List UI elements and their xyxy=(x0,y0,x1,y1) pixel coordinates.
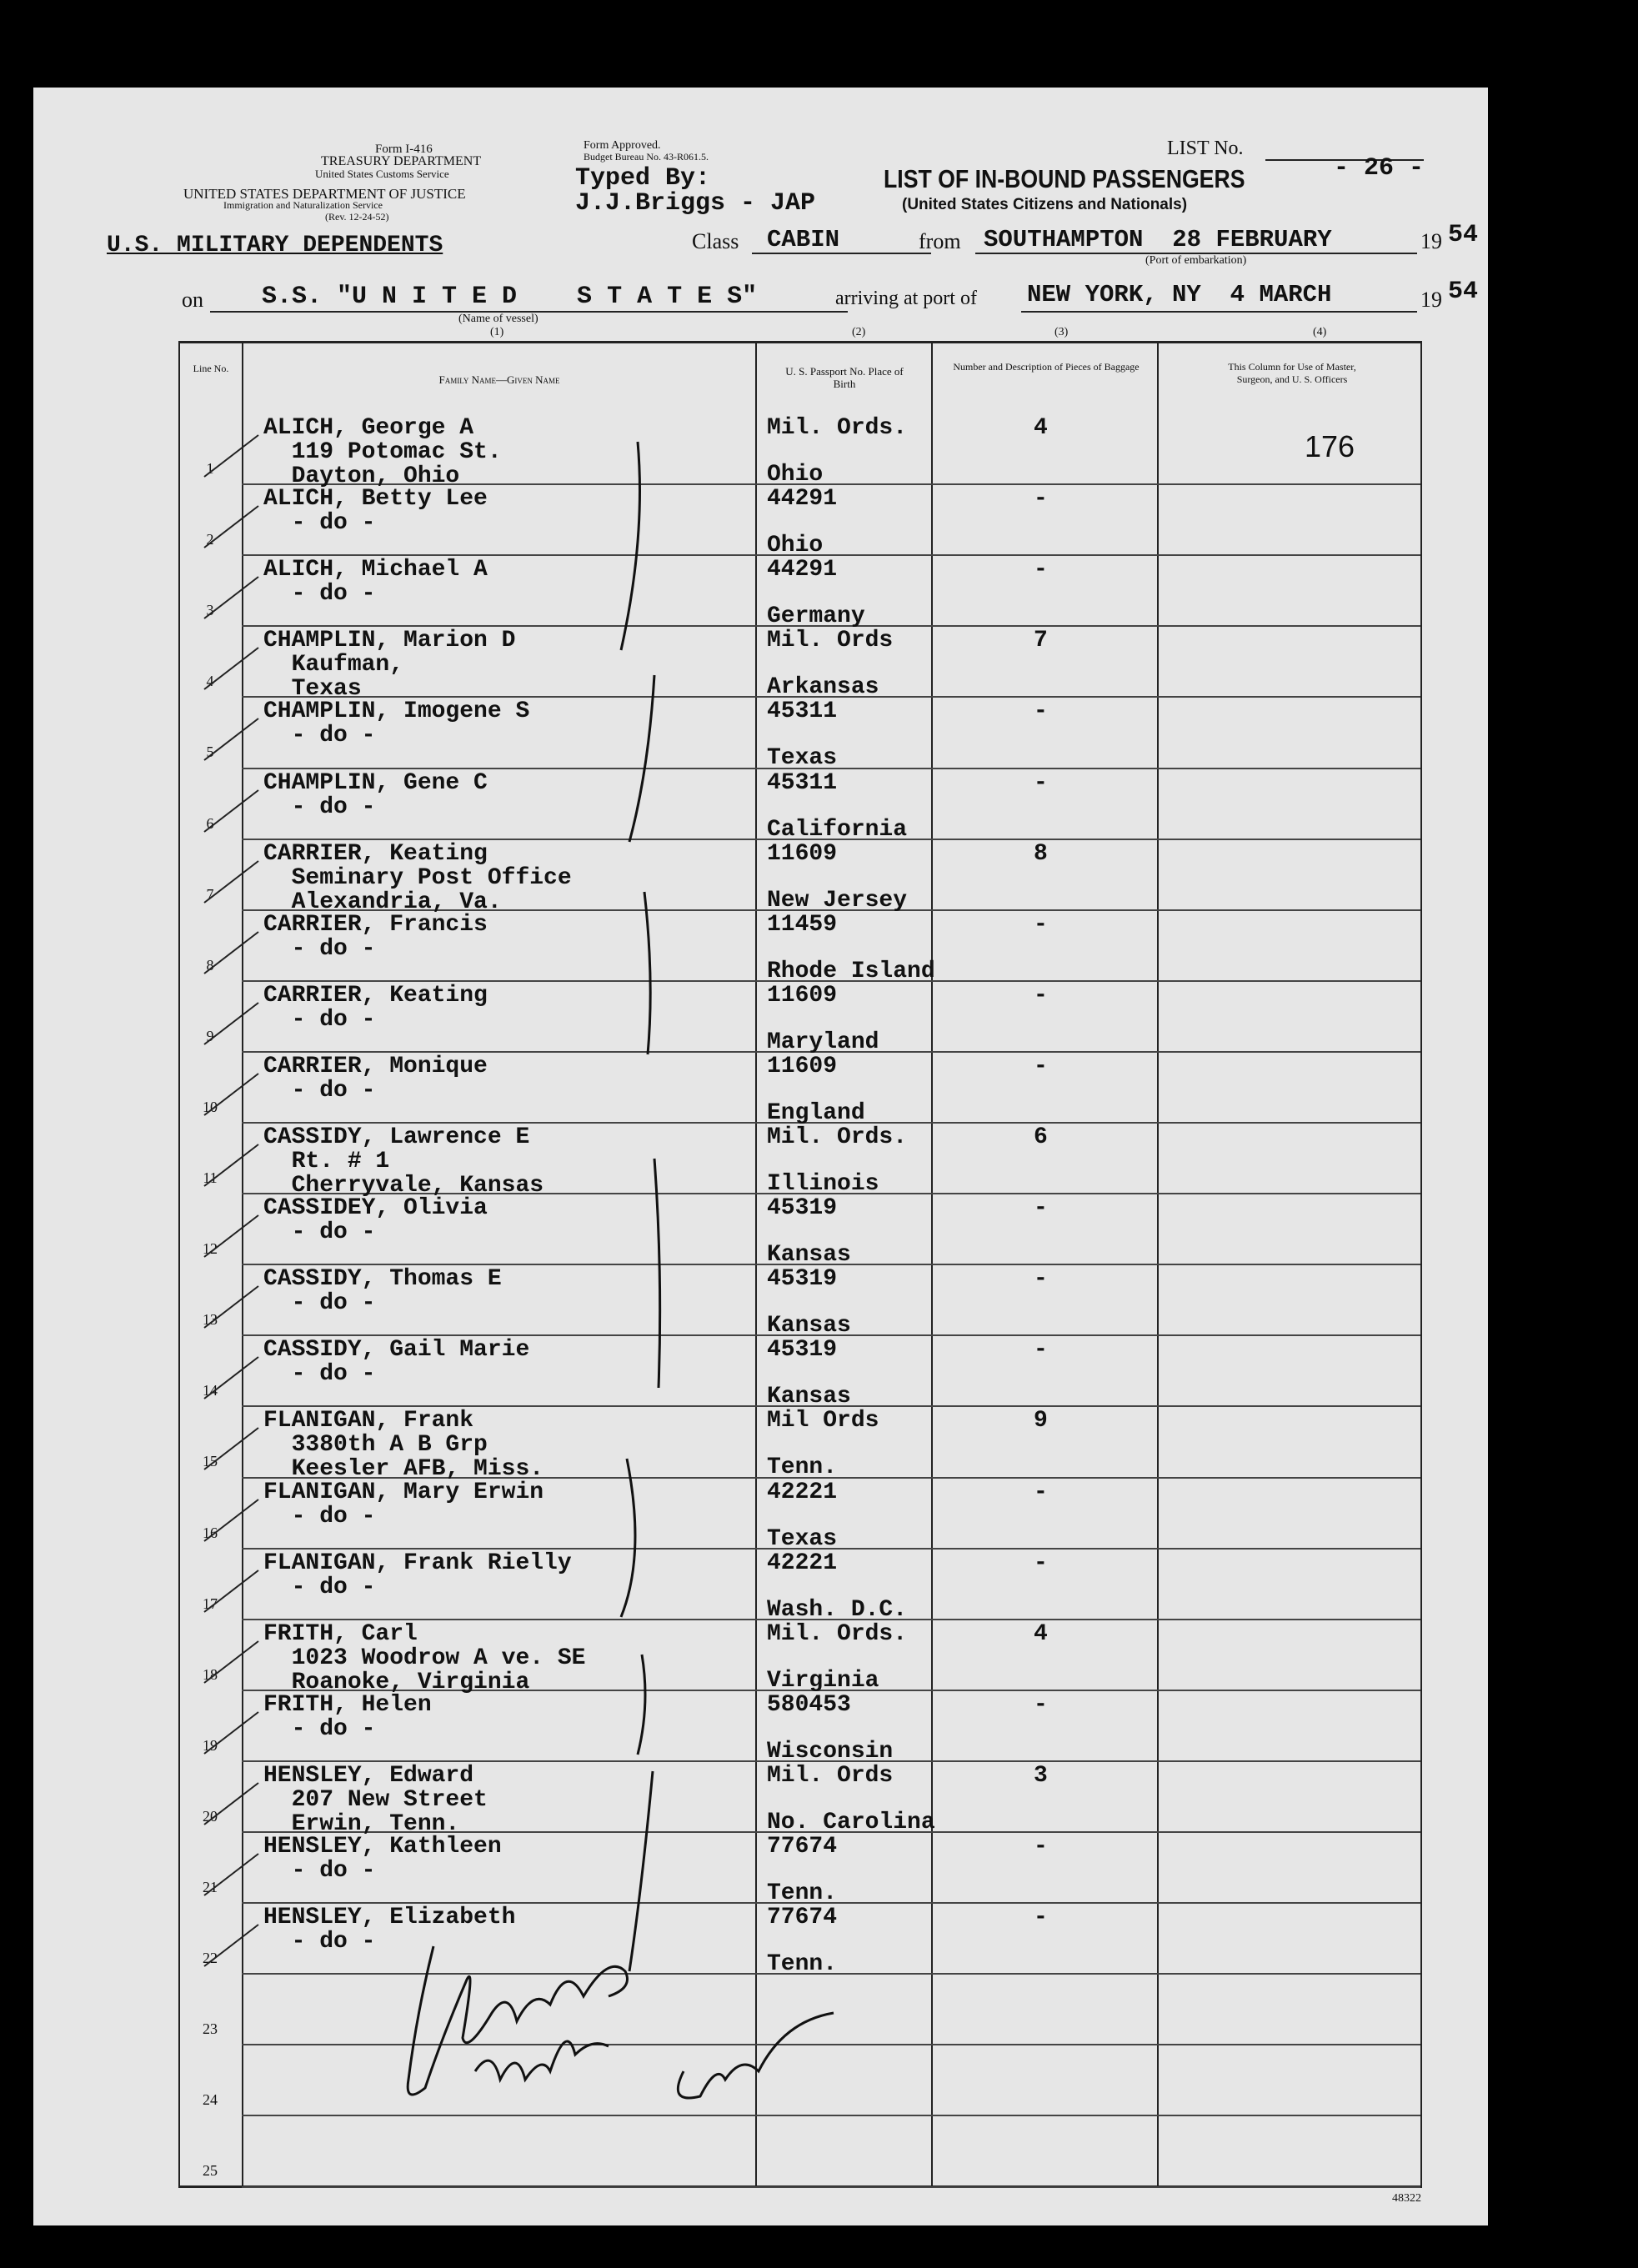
group-label: U.S. MILITARY DEPENDENTS xyxy=(107,233,443,258)
passenger-name: CASSIDY, Gail Marie - do - xyxy=(263,1337,530,1388)
stamp-number: 176 xyxy=(1305,429,1355,463)
line-number: 5 xyxy=(206,743,214,761)
column-number: (4) xyxy=(1313,326,1327,338)
header-officers: This Column for Use of Master, Surgeon, and U. S. Officers xyxy=(1228,361,1356,385)
baggage-count: 7 xyxy=(1034,628,1048,654)
baggage-count: 4 xyxy=(1034,1620,1048,1647)
column-number: (1) xyxy=(490,326,504,338)
line-number: 20 xyxy=(203,1807,218,1825)
customs-service: United States Customs Service xyxy=(315,168,449,180)
document-title: LIST OF IN-BOUND PASSENGERS xyxy=(884,164,1245,193)
officer-signature xyxy=(367,1913,867,2130)
place-of-birth: Texas xyxy=(767,1525,838,1552)
pencil-brackets xyxy=(33,88,1488,2225)
baggage-count: - xyxy=(1034,486,1048,513)
class-value: CABIN xyxy=(767,226,840,253)
line-number: 3 xyxy=(206,602,214,619)
baggage-count: - xyxy=(1034,769,1048,796)
place-of-birth: Ohio xyxy=(767,533,824,559)
baggage-count: - xyxy=(1034,1479,1048,1505)
passenger-name: CARRIER, Keating Seminary Post Office Alexandria, Va. xyxy=(263,840,572,915)
header-line-no: Line No. xyxy=(193,363,229,374)
form-footer-number: 48322 xyxy=(1392,2192,1421,2205)
passenger-name: HENSLEY, Elizabeth - do - xyxy=(263,1905,516,1955)
from-label: from xyxy=(919,229,961,253)
line-number: 24 xyxy=(203,2091,218,2109)
passenger-name: CASSIDY, Lawrence E Rt. # 1 Cherryvale, Kansas xyxy=(263,1124,544,1199)
year-prefix: 19 xyxy=(1420,229,1442,253)
form-approved: Form Approved. xyxy=(584,139,661,152)
place-of-birth: No. Carolina xyxy=(767,1809,935,1835)
passport-number: 42221 xyxy=(767,1479,838,1505)
list-label: LIST No. xyxy=(1167,138,1244,159)
passport-number: Mil. Ords xyxy=(767,628,894,654)
passenger-name: CHAMPLIN, Imogene S - do - xyxy=(263,698,530,749)
passport-number: 42221 xyxy=(767,1550,838,1576)
place-of-birth: Kansas xyxy=(767,1242,851,1269)
baggage-count: - xyxy=(1034,1053,1048,1079)
passport-number: 45311 xyxy=(767,769,838,796)
passenger-name: CASSIDEY, Olivia - do - xyxy=(263,1195,488,1246)
place-of-birth: California xyxy=(767,816,908,843)
line-number: 22 xyxy=(203,1950,218,1967)
passport-number: 45319 xyxy=(767,1337,838,1364)
place-of-birth: Tenn. xyxy=(767,1951,838,1978)
line-number: 4 xyxy=(206,673,214,690)
passport-number: 77674 xyxy=(767,1834,838,1860)
place-of-birth: Tenn. xyxy=(767,1454,838,1481)
class-label: Class xyxy=(692,229,739,253)
baggage-count: 9 xyxy=(1034,1408,1048,1434)
baggage-count: 8 xyxy=(1034,840,1048,867)
passenger-list-page xyxy=(33,88,1488,2225)
place-of-birth: Texas xyxy=(767,745,838,772)
passport-number: 11609 xyxy=(767,840,838,867)
place-of-birth: New Jersey xyxy=(767,887,908,914)
place-of-birth: England xyxy=(767,1099,865,1126)
column-number: (2) xyxy=(852,326,866,338)
line-number: 9 xyxy=(206,1027,214,1044)
passport-number: 45319 xyxy=(767,1266,838,1293)
passport-number: Mil. Ords. xyxy=(767,1124,908,1150)
passenger-name: CASSIDY, Thomas E - do - xyxy=(263,1266,502,1317)
column-number: (3) xyxy=(1054,326,1069,338)
passport-number: 77674 xyxy=(767,1905,838,1931)
place-of-birth: Arkansas xyxy=(767,674,879,701)
line-number: 19 xyxy=(203,1736,218,1754)
on-label: on xyxy=(182,288,203,312)
place-of-birth: Virginia xyxy=(767,1667,879,1694)
line-number: 6 xyxy=(206,814,214,832)
passport-number: 44291 xyxy=(767,486,838,513)
passenger-name: CHAMPLIN, Marion D Kaufman, Texas xyxy=(263,628,516,703)
baggage-count: - xyxy=(1034,557,1048,583)
baggage-count: - xyxy=(1034,1691,1048,1718)
baggage-count: 4 xyxy=(1034,415,1048,441)
header-passport: U. S. Passport No. Place of Birth xyxy=(785,365,904,390)
baggage-count: - xyxy=(1034,1834,1048,1860)
list-number: - 26 - xyxy=(1334,154,1425,183)
baggage-count: - xyxy=(1034,911,1048,938)
passenger-name: CHAMPLIN, Gene C - do - xyxy=(263,769,488,820)
justice-dept: UNITED STATES DEPARTMENT OF JUSTICE xyxy=(183,186,466,202)
line-number: 23 xyxy=(203,2020,218,2038)
place-of-birth: Wash. D.C. xyxy=(767,1596,908,1623)
place-of-birth: Ohio xyxy=(767,462,824,488)
document-subtitle: (United States Citizens and Nationals) xyxy=(902,196,1188,213)
line-number: 15 xyxy=(203,1453,218,1470)
vessel-caption: (Name of vessel) xyxy=(458,313,538,325)
baggage-count: - xyxy=(1034,1905,1048,1931)
typed-by-label: Typed By: xyxy=(575,164,711,193)
passenger-name: ALICH, Michael A - do - xyxy=(263,557,488,608)
year-prefix-2: 19 xyxy=(1420,288,1442,312)
baggage-count: - xyxy=(1034,1550,1048,1576)
passenger-name: ALICH, George A 119 Potomac St. Dayton, Ohio xyxy=(263,415,502,489)
passport-number: Mil Ords xyxy=(767,1408,879,1434)
passenger-name: FLANIGAN, Frank 3380th A B Grp Keesler AFB, Miss. xyxy=(263,1408,544,1483)
typed-by: J.J.Briggs - JAP xyxy=(575,189,816,218)
place-of-birth: Maryland xyxy=(767,1029,879,1055)
line-number: 11 xyxy=(203,1169,218,1186)
baggage-count: - xyxy=(1034,1266,1048,1293)
arriving-label: arriving at port of xyxy=(835,288,977,309)
passenger-name: ALICH, Betty Lee - do - xyxy=(263,486,488,537)
embarkation-port: SOUTHAMPTON 28 FEBRUARY xyxy=(984,226,1332,253)
baggage-count: - xyxy=(1034,1195,1048,1222)
passport-number: Mil. Ords. xyxy=(767,415,908,441)
ins-service: Immigration and Naturalization Service xyxy=(223,199,383,211)
line-number: 1 xyxy=(206,460,214,477)
passport-number: 11609 xyxy=(767,1053,838,1079)
budget-bureau: Budget Bureau No. 43-R061.5. xyxy=(584,151,709,163)
place-of-birth: Kansas xyxy=(767,1313,851,1339)
line-number: 7 xyxy=(206,885,214,903)
passport-number: 580453 xyxy=(767,1691,851,1718)
place-of-birth: Rhode Island xyxy=(767,958,935,984)
passenger-name: CARRIER, Monique - do - xyxy=(263,1053,488,1104)
passport-number: 11609 xyxy=(767,982,838,1009)
revision: (Rev. 12-24-52) xyxy=(325,211,389,223)
port-caption: (Port of embarkation) xyxy=(1145,254,1247,267)
baggage-count: 6 xyxy=(1034,1124,1048,1150)
passenger-name: FLANIGAN, Mary Erwin - do - xyxy=(263,1479,544,1530)
passport-number: 45319 xyxy=(767,1195,838,1222)
passenger-name: HENSLEY, Kathleen - do - xyxy=(263,1834,502,1884)
arrival-port: NEW YORK, NY 4 MARCH xyxy=(1027,281,1332,308)
line-number: 13 xyxy=(203,1311,218,1329)
passenger-name: HENSLEY, Edward 207 New Street Erwin, Tenn. xyxy=(263,1762,488,1837)
passenger-name: CARRIER, Keating - do - xyxy=(263,982,488,1033)
line-number: 8 xyxy=(206,956,214,974)
arrival-year: 54 xyxy=(1448,278,1479,306)
passport-number: 11459 xyxy=(767,911,838,938)
line-number: 16 xyxy=(203,1524,218,1541)
line-number: 17 xyxy=(203,1595,218,1612)
place-of-birth: Illinois xyxy=(767,1171,879,1197)
passenger-name: CARRIER, Francis - do - xyxy=(263,911,488,962)
vessel-name: S.S. "U N I T E D S T A T E S" xyxy=(262,283,758,311)
line-number: 10 xyxy=(203,1098,218,1115)
treasury-dept: TREASURY DEPARTMENT xyxy=(321,154,482,168)
passenger-name: FLANIGAN, Frank Rielly - do - xyxy=(263,1550,572,1600)
baggage-count: 3 xyxy=(1034,1762,1048,1789)
place-of-birth: Wisconsin xyxy=(767,1738,894,1765)
passport-number: Mil. Ords xyxy=(767,1762,894,1789)
form-number: Form I-416 xyxy=(375,143,433,156)
place-of-birth: Kansas xyxy=(767,1384,851,1410)
baggage-count: - xyxy=(1034,1337,1048,1364)
place-of-birth: Tenn. xyxy=(767,1880,838,1906)
baggage-count: - xyxy=(1034,982,1048,1009)
passenger-name: FRITH, Helen - do - xyxy=(263,1691,432,1742)
line-number: 12 xyxy=(203,1240,218,1258)
baggage-count: - xyxy=(1034,698,1048,725)
passport-number: 44291 xyxy=(767,557,838,583)
line-number: 21 xyxy=(203,1879,218,1895)
line-number: 25 xyxy=(203,2162,218,2180)
line-number: 2 xyxy=(206,531,214,548)
passenger-name: FRITH, Carl 1023 Woodrow A ve. SE Roanoke, Virginia xyxy=(263,1620,586,1695)
embark-year: 54 xyxy=(1448,221,1479,249)
header-name: Family Name—Given Name xyxy=(438,373,560,386)
header-baggage: Number and Description of Pieces of Baggage xyxy=(953,361,1140,373)
passport-number: 45311 xyxy=(767,698,838,725)
line-number: 18 xyxy=(203,1665,218,1683)
place-of-birth: Germany xyxy=(767,603,865,630)
line-number: 14 xyxy=(203,1382,218,1399)
passport-number: Mil. Ords. xyxy=(767,1620,908,1647)
